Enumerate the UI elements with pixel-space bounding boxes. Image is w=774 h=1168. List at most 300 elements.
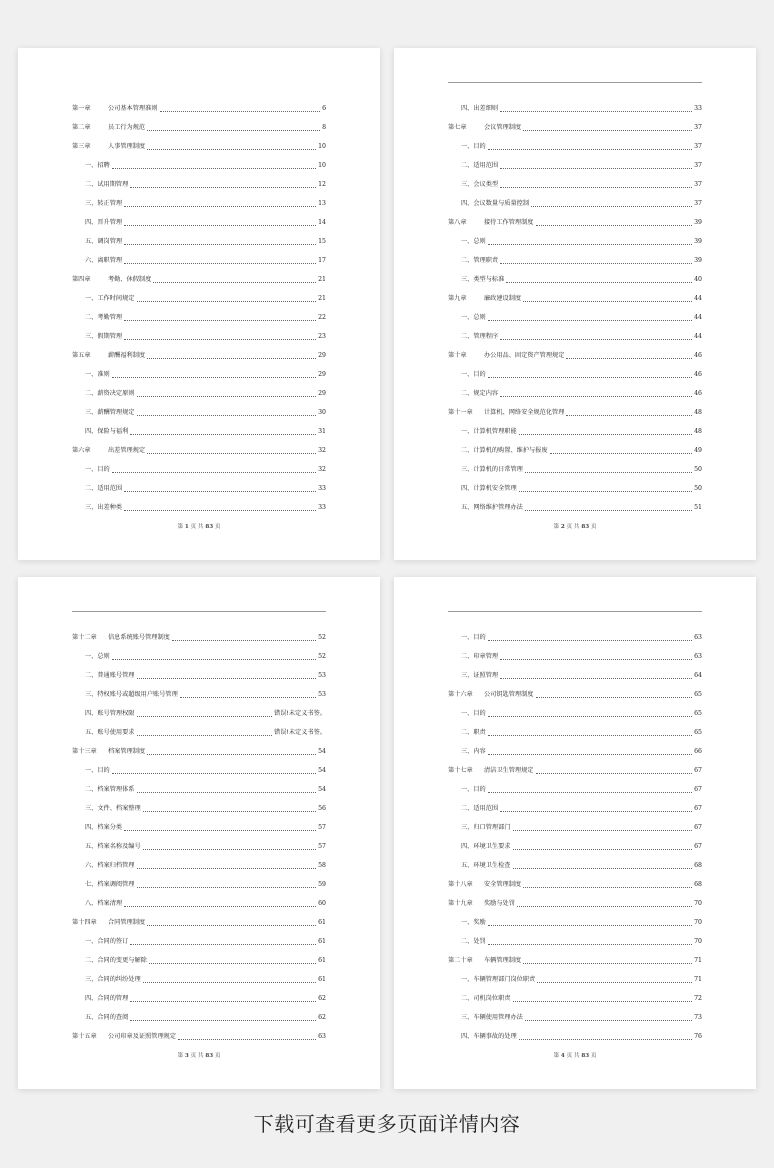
toc-chapter-entry[interactable] (72, 436, 326, 455)
toc-entry-text (85, 805, 141, 813)
toc-entry-title: 合同管理制度 (108, 919, 146, 926)
toc-dot-leader (180, 697, 316, 698)
toc-page-number: 30 (318, 409, 326, 416)
toc-entry-text (461, 143, 486, 151)
toc-entry-text (85, 390, 135, 398)
toc-chapter-number: 第六章 (72, 447, 91, 454)
toc-chapter-number: 第九章 (448, 295, 467, 302)
toc-page-number: 53 (318, 691, 326, 698)
toc-dot-leader (124, 830, 316, 831)
toc-page-number: 61 (318, 938, 326, 945)
toc-entry-text (85, 881, 135, 889)
toc-dot-leader (147, 149, 316, 150)
toc-entry-text (448, 219, 534, 227)
toc-section-entry[interactable] (72, 642, 326, 661)
toc-section-entry[interactable] (448, 775, 702, 794)
toc-page-number: 67 (694, 843, 702, 850)
toc-section-entry[interactable] (72, 417, 326, 436)
toc-section-entry[interactable] (72, 1003, 326, 1022)
toc-dot-leader (130, 187, 316, 188)
toc-entry-text (448, 352, 564, 360)
toc-entry-text (461, 371, 486, 379)
toc-entry-title: 二、规定内容 (461, 390, 499, 397)
footer-prefix: 第 (553, 524, 560, 530)
toc-chapter-entry[interactable] (72, 341, 326, 360)
toc-entry-title: 一、工作时间规定 (85, 295, 135, 302)
toc-section-entry[interactable] (72, 680, 326, 699)
toc-entry-title: 一、目的 (85, 466, 110, 473)
toc-section-entry[interactable] (72, 965, 326, 984)
toc-entry-title: 四、档案分类 (85, 824, 123, 831)
toc-page-number: 65 (694, 710, 702, 717)
toc-chapter-entry[interactable] (72, 265, 326, 284)
toc-page-number: 66 (694, 748, 702, 755)
toc-dot-leader (500, 168, 692, 169)
toc-dot-leader (488, 925, 692, 926)
toc-section-entry[interactable] (448, 417, 702, 436)
header-rule (72, 611, 326, 612)
toc-entry-title: 一、目的 (85, 767, 110, 774)
toc-section-entry[interactable] (448, 94, 702, 113)
toc-entry-title: 三、合同的纠纷处理 (85, 976, 141, 983)
toc-section-entry[interactable] (448, 151, 702, 170)
toc-dot-leader (143, 811, 316, 812)
footer-suffix: 页 (590, 1053, 597, 1059)
toc-dot-leader (130, 434, 316, 435)
toc-entry-text (85, 466, 110, 474)
toc-chapter-number: 第二十章 (448, 957, 473, 964)
toc-page-number: 68 (694, 862, 702, 869)
toc-page-number: 70 (694, 919, 702, 926)
toc-dot-leader (112, 773, 316, 774)
page-footer (394, 1051, 756, 1059)
toc-entry-title: 二、合同的变更与解除 (85, 957, 147, 964)
toc-section-entry[interactable] (72, 379, 326, 398)
toc-entry-text (461, 238, 486, 246)
toc-dot-leader (124, 339, 316, 340)
toc-page-number: 14 (318, 219, 326, 226)
toc-page-number: 12 (318, 181, 326, 188)
toc-dot-leader (488, 149, 692, 150)
toc-entry-title: 二、职责 (461, 729, 486, 736)
toc-page-number: 48 (694, 409, 702, 416)
toc-entry-text (461, 824, 511, 832)
toc-section-entry[interactable] (72, 360, 326, 379)
toc-entry-text (85, 900, 122, 908)
toc-section-entry[interactable] (448, 303, 702, 322)
toc-section-entry[interactable] (72, 851, 326, 870)
toc-entry-title: 五、网络维护管理办法 (461, 504, 523, 511)
toc-entry-title: 一、准则 (85, 371, 110, 378)
toc-entry-title: 二、普通账号管理 (85, 672, 135, 679)
toc-entry-title: 办公用品、固定资产管理规定 (484, 352, 565, 359)
toc-section-entry[interactable] (72, 756, 326, 775)
toc-dot-leader (500, 187, 692, 188)
toc-entry-text (461, 314, 486, 322)
footer-prefix: 第 (553, 1053, 560, 1059)
toc-dot-leader (137, 396, 317, 397)
toc-page-number: 52 (318, 634, 326, 641)
footer-middle: 页 共 (190, 1053, 204, 1059)
toc-section-entry[interactable] (72, 284, 326, 303)
toc-section-entry[interactable] (448, 227, 702, 246)
toc-entry-title: 廉政建设制度 (484, 295, 522, 302)
toc-entry-text (461, 805, 498, 813)
toc-page-number: 76 (694, 1033, 702, 1040)
toc-entry-text (85, 162, 110, 170)
toc-entry-title: 二、管理职责 (461, 257, 499, 264)
toc-dot-leader (523, 963, 692, 964)
footer-total-pages: 83 (205, 1053, 214, 1059)
toc-entry-title: 四、计算机安全管理 (461, 485, 517, 492)
toc-dot-leader (124, 263, 316, 264)
toc-chapter-entry[interactable] (448, 341, 702, 360)
toc-section-entry[interactable] (448, 794, 702, 813)
toc-entry-title: 五、账号使用要求 (85, 729, 135, 736)
toc-page-number: 61 (318, 919, 326, 926)
toc-chapter-entry[interactable] (72, 908, 326, 927)
toc-entry-text (448, 124, 521, 132)
toc-section-entry[interactable] (72, 170, 326, 189)
toc-section-entry[interactable] (72, 227, 326, 246)
footer-total-pages: 83 (205, 524, 214, 530)
toc-section-entry[interactable] (448, 474, 702, 493)
toc-section-entry[interactable] (72, 889, 326, 908)
toc-entry-text (85, 257, 122, 265)
toc-page-number: 37 (694, 143, 702, 150)
toc-entry-title: 会议管理制度 (484, 124, 522, 131)
toc-entry-text (72, 1033, 176, 1041)
toc-page-number: 17 (318, 257, 326, 264)
toc-entry-title: 一、合同的签订 (85, 938, 129, 945)
toc-entry-text (461, 729, 486, 737)
toc-section-entry[interactable] (448, 379, 702, 398)
toc-entry-text (85, 504, 122, 512)
toc-section-entry[interactable] (72, 699, 326, 718)
toc-section-entry[interactable] (72, 208, 326, 227)
toc-entry-title: 一、计算机管理职能 (461, 428, 517, 435)
toc-section-entry[interactable] (72, 661, 326, 680)
toc-page-number: 13 (318, 200, 326, 207)
toc-dot-leader (149, 963, 316, 964)
toc-entry-title: 四、车辆事故的处理 (461, 1033, 517, 1040)
toc-entry-title: 八、档案清理 (85, 900, 123, 907)
toc-section-entry[interactable] (448, 813, 702, 832)
toc-entry-title: 公司印章及证照管理规定 (108, 1033, 177, 1040)
toc-section-entry[interactable] (72, 870, 326, 889)
toc-section-entry[interactable] (448, 265, 702, 284)
toc-section-entry[interactable] (72, 151, 326, 170)
toc-chapter-entry[interactable] (72, 132, 326, 151)
toc-section-entry[interactable] (448, 927, 702, 946)
toc-entry-title: 车辆管理制度 (484, 957, 522, 964)
toc-entry-text (448, 957, 521, 965)
toc-section-entry[interactable] (72, 246, 326, 265)
toc-section-entry[interactable] (72, 832, 326, 851)
toc-section-entry[interactable] (72, 493, 326, 512)
toc-section-entry[interactable] (72, 718, 326, 737)
toc-chapter-number: 第四章 (72, 276, 91, 283)
toc-section-entry[interactable] (448, 984, 702, 1003)
toc-page-number: 52 (318, 653, 326, 660)
toc-dot-leader (550, 453, 693, 454)
toc-section-entry[interactable] (72, 984, 326, 1003)
toc-entry-text (72, 124, 145, 132)
toc-entry-title: 计算机、网络安全规范化管理 (484, 409, 565, 416)
toc-section-entry[interactable] (448, 189, 702, 208)
table-of-contents (448, 623, 702, 1041)
toc-page-number: 67 (694, 824, 702, 831)
toc-page-number: 70 (694, 900, 702, 907)
toc-page-number: 50 (694, 485, 702, 492)
toc-entry-text (85, 767, 110, 775)
toc-page-number: 54 (318, 767, 326, 774)
toc-section-entry[interactable] (448, 699, 702, 718)
toc-section-entry[interactable] (448, 832, 702, 851)
toc-entry-text (72, 634, 170, 642)
footer-prefix: 第 (177, 524, 184, 530)
toc-dot-leader (525, 510, 692, 511)
toc-entry-title: 四、保险与福利 (85, 428, 129, 435)
toc-chapter-entry[interactable] (72, 1022, 326, 1041)
toc-dot-leader (137, 792, 317, 793)
toc-page-number: 51 (694, 504, 702, 511)
toc-section-entry[interactable] (448, 493, 702, 512)
toc-dot-leader (147, 358, 316, 359)
toc-dot-leader (124, 206, 316, 207)
toc-chapter-entry[interactable] (448, 284, 702, 303)
toc-page-number: 29 (318, 390, 326, 397)
toc-chapter-number: 第十八章 (448, 881, 473, 888)
toc-chapter-entry[interactable] (72, 737, 326, 756)
toc-dot-leader (536, 697, 693, 698)
toc-entry-text (461, 938, 486, 946)
toc-entry-text (448, 767, 534, 775)
toc-chapter-entry[interactable] (448, 680, 702, 699)
toc-entry-title: 一、目的 (461, 786, 486, 793)
toc-entry-title: 三、内容 (461, 748, 486, 755)
toc-section-entry[interactable] (448, 360, 702, 379)
toc-page-number: 49 (694, 447, 702, 454)
toc-dot-leader (153, 282, 316, 283)
toc-chapter-entry[interactable] (448, 208, 702, 227)
toc-dot-leader (513, 830, 693, 831)
toc-entry-text (461, 919, 486, 927)
toc-dot-leader (500, 263, 692, 264)
toc-chapter-entry[interactable] (448, 756, 702, 775)
toc-entry-text (85, 200, 122, 208)
toc-dot-leader (500, 111, 692, 112)
toc-entry-text (461, 672, 498, 680)
toc-section-entry[interactable] (72, 813, 326, 832)
toc-entry-text (461, 843, 511, 851)
toc-page-number: 10 (318, 162, 326, 169)
toc-entry-text (85, 729, 135, 737)
toc-section-entry[interactable] (448, 965, 702, 984)
toc-section-entry[interactable] (448, 132, 702, 151)
toc-page-number: 10 (318, 143, 326, 150)
toc-dot-leader (124, 225, 316, 226)
toc-page-number: 32 (318, 466, 326, 473)
toc-entry-title: 三、文件、档案整理 (85, 805, 141, 812)
toc-chapter-number: 第十二章 (72, 634, 97, 641)
toc-section-entry[interactable] (448, 623, 702, 642)
toc-chapter-number: 第十四章 (72, 919, 97, 926)
footer-suffix: 页 (214, 1053, 221, 1059)
toc-dot-leader (523, 887, 692, 888)
toc-dot-leader (536, 773, 693, 774)
toc-dot-leader (519, 434, 692, 435)
toc-entry-text (85, 824, 122, 832)
toc-page-number: 57 (318, 843, 326, 850)
toc-section-entry[interactable] (72, 189, 326, 208)
toc-page-number: 70 (694, 938, 702, 945)
toc-entry-text (85, 295, 135, 303)
toc-section-entry[interactable] (72, 455, 326, 474)
toc-dot-leader (488, 640, 692, 641)
toc-entry-text (85, 710, 135, 718)
toc-dot-leader (137, 716, 273, 717)
toc-section-entry[interactable] (72, 775, 326, 794)
toc-chapter-entry[interactable] (72, 113, 326, 132)
toc-page-number: 23 (318, 333, 326, 340)
toc-entry-text (461, 976, 535, 984)
toc-chapter-entry[interactable] (72, 94, 326, 113)
toc-dot-leader (537, 982, 692, 983)
toc-page-number: 67 (694, 805, 702, 812)
toc-page-number: 65 (694, 729, 702, 736)
toc-page-number: 33 (694, 105, 702, 112)
toc-section-entry[interactable] (72, 474, 326, 493)
toc-page-number: 21 (318, 295, 326, 302)
toc-entry-title: 三、薪酬管理规定 (85, 409, 135, 416)
toc-dot-leader (147, 754, 316, 755)
toc-entry-text (85, 238, 122, 246)
toc-entry-title: 三、证照管理 (461, 672, 499, 679)
toc-dot-leader (488, 244, 692, 245)
toc-dot-leader (137, 678, 317, 679)
toc-section-entry[interactable] (448, 908, 702, 927)
toc-entry-title: 四、合同的管理 (85, 995, 129, 1002)
toc-section-entry[interactable] (72, 927, 326, 946)
toc-section-entry[interactable] (448, 246, 702, 265)
toc-entry-title: 三、转正管理 (85, 200, 123, 207)
toc-entry-text (85, 333, 122, 341)
toc-page-number: 54 (318, 748, 326, 755)
footer-page-number: 1 (184, 524, 189, 530)
toc-section-entry[interactable] (72, 303, 326, 322)
toc-entry-text (85, 428, 128, 436)
toc-section-entry[interactable] (448, 455, 702, 474)
toc-section-entry[interactable] (72, 398, 326, 417)
toc-section-entry[interactable] (448, 1003, 702, 1022)
toc-entry-title: 一、招聘 (85, 162, 110, 169)
page-footer (394, 522, 756, 530)
toc-entry-text (72, 447, 145, 455)
toc-section-entry[interactable] (448, 718, 702, 737)
toc-entry-title: 清洁卫生管理规定 (484, 767, 534, 774)
toc-chapter-number: 第十六章 (448, 691, 473, 698)
toc-dot-leader (137, 301, 317, 302)
toc-chapter-entry[interactable] (448, 889, 702, 908)
toc-dot-leader (488, 735, 692, 736)
toc-dot-leader (500, 396, 692, 397)
toc-dot-leader (130, 1020, 316, 1021)
toc-page-number: 64 (694, 672, 702, 679)
toc-entry-title: 二、考勤管理 (85, 314, 123, 321)
toc-entry-title: 信息系统账号管理制度 (108, 634, 170, 641)
toc-dot-leader (513, 1001, 693, 1002)
toc-dot-leader (178, 1039, 316, 1040)
toc-chapter-number: 第十九章 (448, 900, 473, 907)
toc-dot-leader (488, 716, 692, 717)
toc-chapter-entry[interactable] (448, 113, 702, 132)
footer-page-number: 4 (560, 1053, 565, 1059)
toc-dot-leader (147, 130, 320, 131)
toc-entry-title: 考勤、休假制度 (108, 276, 152, 283)
toc-section-entry[interactable] (72, 946, 326, 965)
toc-entry-title: 公司钥匙管理制度 (484, 691, 534, 698)
toc-section-entry[interactable] (448, 170, 702, 189)
download-caption[interactable]: 下载可查看更多页面详情内容 (253, 1112, 521, 1136)
toc-entry-text (461, 162, 498, 170)
toc-section-entry[interactable] (448, 661, 702, 680)
toc-entry-text (72, 143, 145, 151)
toc-page-number: 63 (318, 1033, 326, 1040)
toc-section-entry[interactable] (448, 737, 702, 756)
toc-entry-text (85, 409, 135, 417)
toc-section-entry[interactable] (448, 1022, 702, 1041)
header-rule (448, 611, 702, 612)
toc-dot-leader (519, 491, 692, 492)
toc-section-entry[interactable] (448, 642, 702, 661)
toc-section-entry[interactable] (72, 322, 326, 341)
toc-entry-text (461, 390, 498, 398)
toc-section-entry[interactable] (448, 322, 702, 341)
toc-chapter-entry[interactable] (448, 398, 702, 417)
toc-entry-title: 五、环境卫生检查 (461, 862, 511, 869)
toc-chapter-number: 第八章 (448, 219, 467, 226)
toc-page-number: 46 (694, 371, 702, 378)
toc-entry-text (85, 485, 122, 493)
toc-entry-text (72, 352, 145, 360)
toc-page-number: 58 (318, 862, 326, 869)
toc-entry-text (85, 957, 147, 965)
toc-chapter-entry[interactable] (448, 870, 702, 889)
page-footer (18, 522, 380, 530)
toc-entry-text (85, 219, 122, 227)
toc-page-number: 63 (694, 634, 702, 641)
toc-entry-title: 一、总则 (85, 653, 110, 660)
toc-entry-text (461, 428, 517, 436)
toc-chapter-entry[interactable] (72, 623, 326, 642)
toc-entry-title: 二、薪资决定原则 (85, 390, 135, 397)
toc-dot-leader (500, 811, 692, 812)
toc-section-entry[interactable] (448, 436, 702, 455)
toc-entry-text (72, 105, 158, 113)
toc-chapter-entry[interactable] (448, 946, 702, 965)
toc-entry-text (85, 976, 141, 984)
toc-section-entry[interactable] (72, 794, 326, 813)
toc-dot-leader (531, 206, 692, 207)
toc-entry-text (461, 276, 504, 284)
table-of-contents (72, 623, 326, 1041)
toc-entry-title: 一、目的 (461, 143, 486, 150)
toc-entry-text (461, 862, 511, 870)
toc-dot-leader (112, 659, 316, 660)
toc-section-entry[interactable] (448, 851, 702, 870)
toc-entry-text (461, 333, 498, 341)
